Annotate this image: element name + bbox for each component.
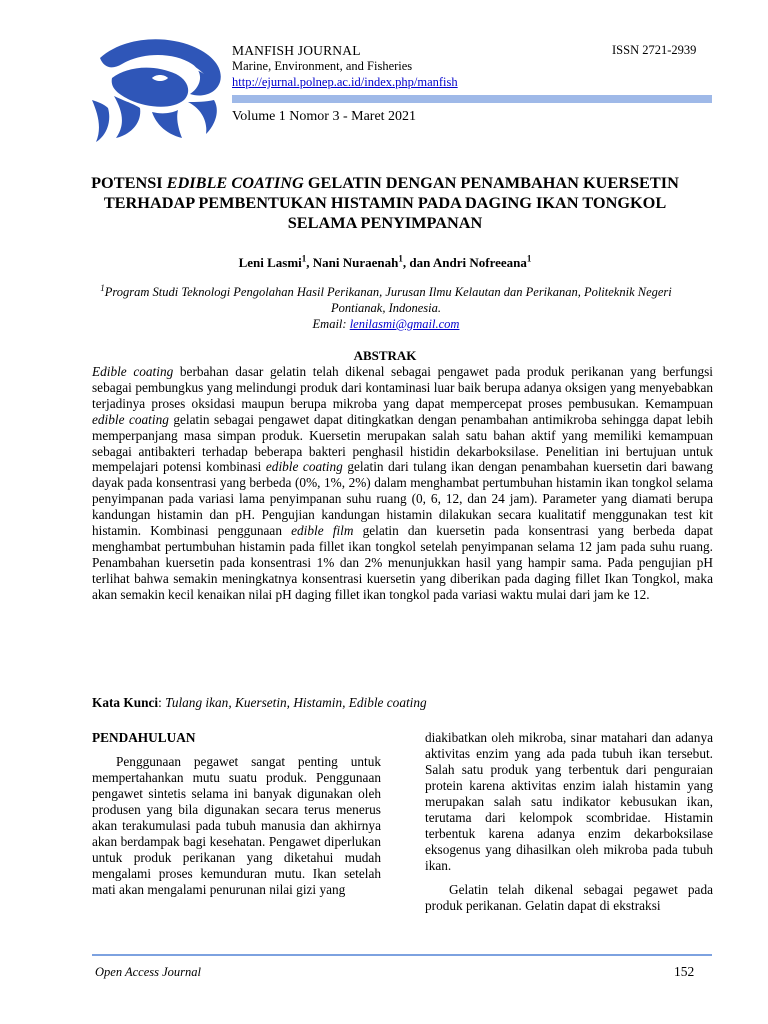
author-3-sup: 1: [526, 253, 532, 264]
right-paragraph-1: diakibatkan oleh mikroba, sinar matahari dan adanya aktivitas enzim yang ada pada tubuh ikan tersebut. Salah satu produk yang terbentuk dari penguraian protein karena aktivitas enzim ialah histamin yang merupakan salah satu indikator kebusukan ikan, terutama dari kelompok scombridae. Histamin terbentuk karena adanya enzim dekarboksilase eksogenus yang dihasilkan oleh mikroba pada tubuh ikan.: [425, 730, 713, 873]
abstract-italic-1: Edible coating: [92, 364, 174, 379]
author-2-sup: 1: [398, 253, 403, 264]
footer-divider: [92, 954, 712, 956]
abstract-heading: ABSTRAK: [353, 348, 417, 363]
author-list: Leni Lasmi$^1$, Nani Nuraenah$^1$, dan Andri Nofreeana$^1$: [238, 253, 532, 270]
volume-info: Volume 1 Nomor 3 - Maret 2021: [232, 109, 417, 124]
title-italic: EDIBLE COATING: [166, 173, 304, 192]
affiliation-text: Program Studi Teknologi Pengolahan Hasil Perikanan, Jurusan Ilmu Kelautan dan Perikanan, Politeknik Negeri Pontianak, Indonesia.: [104, 285, 672, 315]
email-link[interactable]: lenilasmi@gmail.com: [349, 317, 460, 331]
journal-name: MANFISH JOURNAL: [232, 43, 361, 58]
body-column-right: [425, 730, 713, 913]
title-part-2: GELATIN DENGAN PENAMBAHAN KUERSETIN TERHADAP PEMBENTUKAN HISTAMIN PADA DAGING IKAN TONGKOL SELAMA PENYIMPANAN: [103, 173, 679, 232]
footer-label: Open Access Journal: [95, 965, 201, 979]
abstract-italic-2: edible coating: [92, 411, 169, 427]
journal-subtitle: Marine, Environment, and Fisheries: [232, 59, 413, 73]
journal-url-link[interactable]: http://ejurnal.polnep.ac.id/index.php/manfish: [232, 75, 458, 89]
abstract-text-2: gelatin sebagai pengawet dapat ditingkatkan dengan penambahan antimikroba sehingga dapat lebih memperpanjang masa simpan produk. Kuersetin merupakan salah satu bahan aktif yang memiliki kemampuan sebagai antibakteri terhadap beberapa bakteri penghasil histidin dekarboksilase. Penelitian ini bertujuan untuk mempelajari potensi kombinasi: [92, 411, 714, 475]
author-3: dan Andri Nofreeana: [409, 255, 527, 270]
keywords: [92, 695, 712, 711]
title-part-1: POTENSI: [91, 173, 167, 192]
right-paragraph-2: Gelatin telah dikenal sebagai pegawet pada produk perikanan. Gelatin dapat di ekstraksi: [425, 881, 713, 913]
affiliation-sup: 1: [100, 282, 105, 293]
abstract-text-1: berbahan dasar gelatin telah dikenal sebagai pengawet pada produk perikanan yang berfungsi sebagai pembungkus yang melindungi produk dari kontaminasi luar baik berupa adanya oksigen yang menyebabkan terjadinya proses oksidasi maupun berupa mikroba yang dapat mempercepat proses pembusukan. Kemampuan: [92, 364, 713, 411]
author-2: Nani Nuraenah: [312, 255, 399, 270]
section-heading: PENDAHULUAN: [92, 730, 196, 745]
abstract-text-4: gelatin dan kuersetin pada konsentrasi yang berbeda dapat menghambat pertumbuhan histamin pada fillet ikan tongkol setelah penyimpanan selama 12 jam pada suhu ruang. Penambahan kuersetin pada konsentrasi 1% dan 2% menunjukkan hasil yang hampir sama. Pada pengujian pH terlihat bahwa semakin meningkatnya konsentrasi kuersetin yang diberikan pada daging fillet Ikan Tongkol, maka akan semakin kecil kenaikan nilai pH daging fillet ikan tongkol pada variasi waktu mulai dari jam ke 12.: [92, 523, 713, 602]
keywords-text: Tulang ikan, Kuersetin, Histamin, Edible coating: [165, 695, 427, 710]
keywords-colon: :: [158, 695, 166, 710]
email-label: Email:: [312, 317, 350, 331]
keywords-label: Kata Kunci: [92, 695, 159, 710]
page-number: 152: [674, 964, 695, 979]
affiliation: [84, 284, 688, 332]
abstract-italic-3: edible coating: [265, 459, 343, 475]
body-column-left: [92, 730, 381, 898]
abstract-body: [92, 364, 713, 603]
abstract-italic-4: edible film: [291, 523, 354, 539]
header-divider-bar: [232, 95, 712, 103]
abstract-text-3: gelatin dari tulang ikan dengan penambahan kuersetin dari bawang dayak pada konsentrasi yang berbeda (0%, 1%, 2%) dalam menghambat pertumbuhan histamin ikan tongkol selama penyimpanan pada variasi lama penyimpanan suhu ruang (0, 6, 12, dan 24 jam). Parameter yang diamati berupa kandungan histamin dan pH. Pengujian kandungan histamin dilakukan secara kualitatif menggunakan test kit histamin. Kombinasi penggunaan: [92, 459, 713, 539]
author-1-sup: 1: [301, 253, 307, 264]
left-paragraph-1: Penggunaan pegawet sangat penting untuk mempertahankan mutu suatu produk. Penggunaan pengawet sintetis selama ini banyak digunakan oleh produsen yang bila digunakan secara terus menerus akan terakumulasi pada tubuh manusia dan akhirnya akan berdampak bagi kesehatan. Pengawet diperlukan untuk produk perikanan yang diketahui mudah mengalami proses kemunduran mutu. Ikan setelah mati akan mengalami penurunan nilai gizi yang: [92, 753, 381, 897]
issn: ISSN 2721-2939: [612, 43, 697, 57]
paper-title: [80, 173, 690, 233]
author-1: Leni Lasmi: [238, 255, 302, 270]
journal-logo: [92, 38, 234, 148]
